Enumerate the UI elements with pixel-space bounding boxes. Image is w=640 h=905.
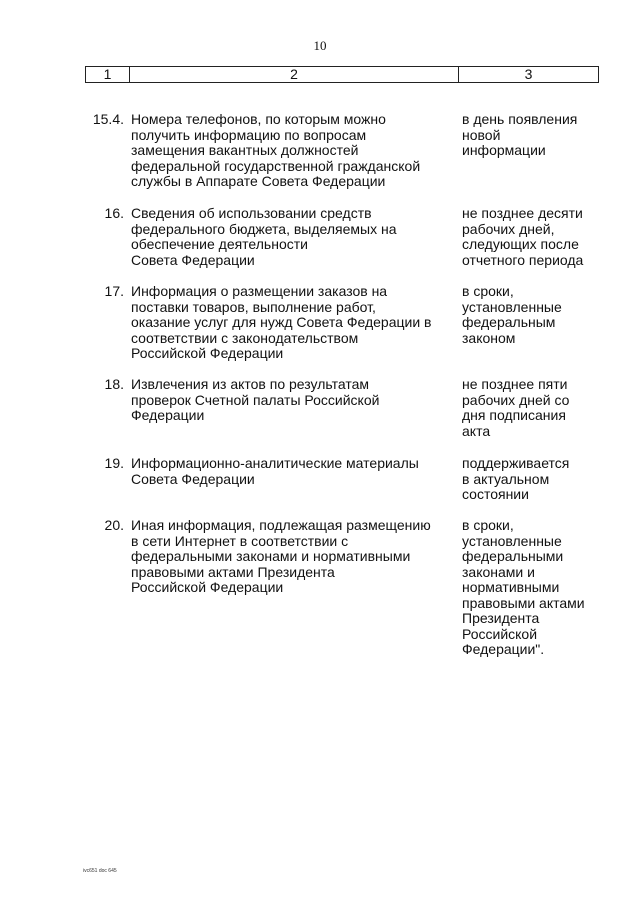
description-line: Российской Федерации <box>131 345 284 361</box>
description-line: проверок Счетной палаты Российской <box>131 391 380 408</box>
term-line: Федерации". <box>462 641 545 657</box>
term-line: новой <box>462 126 501 143</box>
term-line: следующих после <box>462 236 579 252</box>
description-line: Иная информация, подлежащая размещению <box>131 517 431 533</box>
term-line: отчетного периода <box>462 251 584 268</box>
row-term <box>462 456 597 503</box>
term-line: федеральными <box>462 548 564 564</box>
description-line: в сети Интернет в соответствии с <box>131 532 349 549</box>
description-line: Информационно-аналитические материалы <box>131 455 419 471</box>
row-description <box>131 112 451 190</box>
row-number: 19. <box>104 455 124 471</box>
row-term <box>462 518 597 658</box>
description-line: федеральными законами и нормативными <box>131 548 411 564</box>
term-line: Президента <box>462 610 540 626</box>
term-line: рабочих дней со <box>462 391 570 408</box>
description-line: правовыми актами Президента <box>131 563 335 580</box>
description-line: службы в Аппарате Совета Федерации <box>131 173 386 189</box>
row-number: 20. <box>104 517 124 533</box>
term-line: Российской <box>462 625 538 642</box>
term-line: дня подписания <box>462 407 566 423</box>
row-number: 18. <box>104 376 124 392</box>
row-description <box>131 456 451 487</box>
row-term <box>462 377 597 439</box>
description-line: федерального бюджета, выделяемых на <box>131 220 397 237</box>
column-header-3: 3 <box>524 66 533 82</box>
row-description <box>131 206 451 268</box>
term-line: в сроки, <box>462 517 514 533</box>
description-line: Извлечения из актов по результатам <box>131 376 369 392</box>
description-line: соответствии с законодательством <box>131 329 359 346</box>
description-line: Российской Федерации <box>131 579 284 595</box>
description-line: Федерации <box>131 407 205 423</box>
term-line: установленные <box>462 298 562 315</box>
description-line: Номера телефонов, по которым можно <box>131 111 386 127</box>
row-description <box>131 518 451 596</box>
row-term <box>462 284 597 346</box>
row-term <box>462 206 597 268</box>
column-header-row <box>85 66 599 83</box>
row-number: 16. <box>104 205 124 221</box>
term-line: законами и <box>462 563 535 580</box>
term-line: информации <box>462 142 546 158</box>
description-line: оказание услуг для нужд Совета Федерации в <box>131 314 432 330</box>
description-line: поставки товаров, выполнение работ, <box>131 298 376 315</box>
term-line: правовыми актами <box>462 594 585 611</box>
term-line: законом <box>462 329 516 346</box>
row-description <box>131 377 451 424</box>
term-line: в день появления <box>462 111 578 127</box>
term-line: не позднее десяти <box>462 205 583 221</box>
footer-code: ivc651 doc 645 <box>83 868 117 874</box>
term-line: рабочих дней, <box>462 220 555 237</box>
term-line: не позднее пяти <box>462 376 568 392</box>
term-line: в сроки, <box>462 283 514 299</box>
row-number: 15.4. <box>92 111 124 127</box>
description-line: Совета Федерации <box>131 470 255 487</box>
term-line: в актуальном <box>462 470 550 487</box>
description-line: Сведения об использовании средств <box>131 205 372 221</box>
term-line: нормативными <box>462 579 560 595</box>
term-line: состоянии <box>462 486 529 502</box>
description-line: федеральной государственной гражданской <box>131 157 421 174</box>
term-line: акта <box>462 422 491 439</box>
column-header-1: 1 <box>86 67 130 82</box>
column-header-2: 2 <box>130 67 459 82</box>
page-number: 10 <box>313 38 327 53</box>
description-line: обеспечение деятельности <box>131 236 308 252</box>
term-line: поддерживается <box>462 455 570 471</box>
term-line: установленные <box>462 532 562 549</box>
row-description <box>131 284 451 362</box>
description-line: Совета Федерации <box>131 251 255 268</box>
term-line: федеральным <box>462 314 556 330</box>
row-term <box>462 112 597 159</box>
description-line: Информация о размещении заказов на <box>131 283 388 299</box>
row-number: 17. <box>104 283 124 299</box>
description-line: получить информацию по вопросам <box>131 126 367 143</box>
description-line: замещения вакантных должностей <box>131 142 359 158</box>
